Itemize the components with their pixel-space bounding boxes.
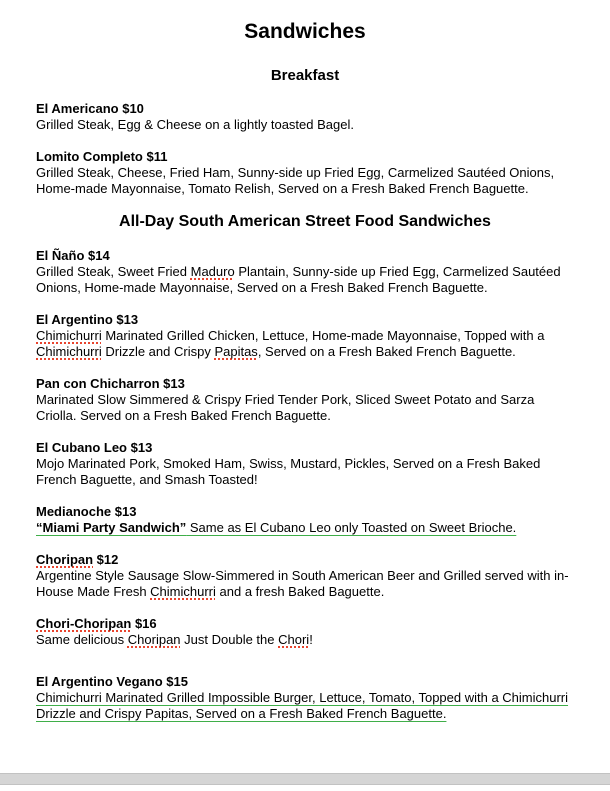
text-segment: Chimichurri xyxy=(36,328,102,343)
text-segment: , Served on a Fresh Baked French Baguette. xyxy=(257,344,516,359)
text-segment: $12 xyxy=(93,552,119,567)
text-segment: Papitas xyxy=(214,344,258,359)
item-name xyxy=(36,149,574,165)
page-break-gap xyxy=(0,773,610,785)
section-heading: Breakfast xyxy=(270,67,340,84)
text-segment: Medianoche $13 xyxy=(36,504,137,519)
page-title: Sandwiches xyxy=(244,20,366,43)
text-segment: Lomito Completo $11 xyxy=(36,149,168,164)
text-segment: El Argentino Vegano $15 xyxy=(36,674,188,689)
text-segment: Marinated Slow Simmered & Crispy Fried Tender Pork, Sliced Sweet Potato and Sarza Criolla. Served on a Fresh Baked French Baguette. xyxy=(36,392,535,423)
text-segment: Argentine Style Sausage Slow-Simmered in South American Beer and Grilled served with in-House Made Fresh xyxy=(36,568,569,599)
item-description xyxy=(36,264,574,296)
text-segment: Choripan xyxy=(127,632,181,647)
item-name xyxy=(36,504,574,520)
item-name xyxy=(36,440,574,456)
item-description xyxy=(36,456,574,488)
item-description xyxy=(36,165,574,197)
item-description xyxy=(36,117,574,133)
text-segment: Pan con Chicharron $13 xyxy=(36,376,185,391)
text-segment: Just Double the xyxy=(180,632,279,647)
next-page-edge xyxy=(0,785,610,791)
menu-item xyxy=(36,440,574,488)
menu-item xyxy=(36,504,574,536)
text-segment: Same delicious xyxy=(36,632,128,647)
item-name xyxy=(36,248,574,264)
text-segment: El Cubano Leo $13 xyxy=(36,440,153,455)
item-description xyxy=(36,520,574,536)
text-segment: Chori xyxy=(278,632,310,647)
text-segment: Mojo Marinated Pork, Smoked Ham, Swiss, Mustard, Pickles, Served on a Fresh Baked French Baguette, and Smash Toasted! xyxy=(36,456,541,487)
item-name xyxy=(36,674,574,690)
text-segment: Chimichurri xyxy=(150,584,216,599)
text-segment: Plantain, Sunny-side up Fried Egg, Carmelized Sautéed Onions, Home-made Mayonnaise, Served on a Fresh Baked French Baguette. xyxy=(36,264,561,295)
text-segment: Marinated Grilled Chicken, Lettuce, Home-made Mayonnaise, Topped with a xyxy=(101,328,545,343)
text-segment: Maduro xyxy=(190,264,235,279)
text-segment: El Argentino $13 xyxy=(36,312,139,327)
text-segment: Grilled Steak, Egg & Cheese on a lightly toasted Bagel. xyxy=(36,117,354,132)
text-segment: Chori-Choripan xyxy=(36,616,132,631)
menu-section xyxy=(36,67,574,197)
item-description xyxy=(36,328,574,360)
item-name xyxy=(36,312,574,328)
text-segment: Grilled Steak, Cheese, Fried Ham, Sunny-side up Fried Egg, Carmelized Sautéed Onions, Home-made Mayonnaise, Tomato Relish, Served on a Fresh Baked French Baguette. xyxy=(36,165,555,196)
text-segment: $16 xyxy=(131,616,157,631)
menu-item xyxy=(36,616,574,648)
menu-item xyxy=(36,312,574,360)
menu-item xyxy=(36,674,574,722)
menu-item xyxy=(36,248,574,296)
item-name xyxy=(36,101,574,117)
text-segment: El Ñaño $14 xyxy=(36,248,110,263)
text-segment: Drizzle and Crispy xyxy=(101,344,215,359)
item-name xyxy=(36,376,574,392)
menu-section xyxy=(36,213,574,722)
text-segment: “Miami Party Sandwich” xyxy=(36,520,187,535)
menu-sections xyxy=(36,67,574,722)
section-heading: All-Day South American Street Food Sandwiches xyxy=(119,213,491,230)
item-description xyxy=(36,632,574,648)
text-segment: Chimichurri Marinated Grilled Impossible Burger, Lettuce, Tomato, Topped with a Chimichurri Drizzle and Crispy Papitas, Served on a Fresh Baked French Baguette. xyxy=(36,690,569,721)
item-description xyxy=(36,690,574,722)
menu-item xyxy=(36,149,574,197)
text-segment: Chimichurri xyxy=(36,344,102,359)
item-description xyxy=(36,392,574,424)
item-description xyxy=(36,568,574,600)
text-segment: ! xyxy=(309,632,313,647)
item-name xyxy=(36,552,574,568)
text-segment: and a fresh Baked Baguette. xyxy=(215,584,385,599)
text-segment: Grilled Steak, Sweet Fried xyxy=(36,264,191,279)
item-name xyxy=(36,616,574,632)
menu-item xyxy=(36,101,574,133)
menu-item xyxy=(36,376,574,424)
text-segment: Choripan xyxy=(36,552,94,567)
text-segment: El Americano $10 xyxy=(36,101,144,116)
text-segment: Same as El Cubano Leo only Toasted on Sweet Brioche. xyxy=(186,520,517,535)
menu-item xyxy=(36,552,574,600)
